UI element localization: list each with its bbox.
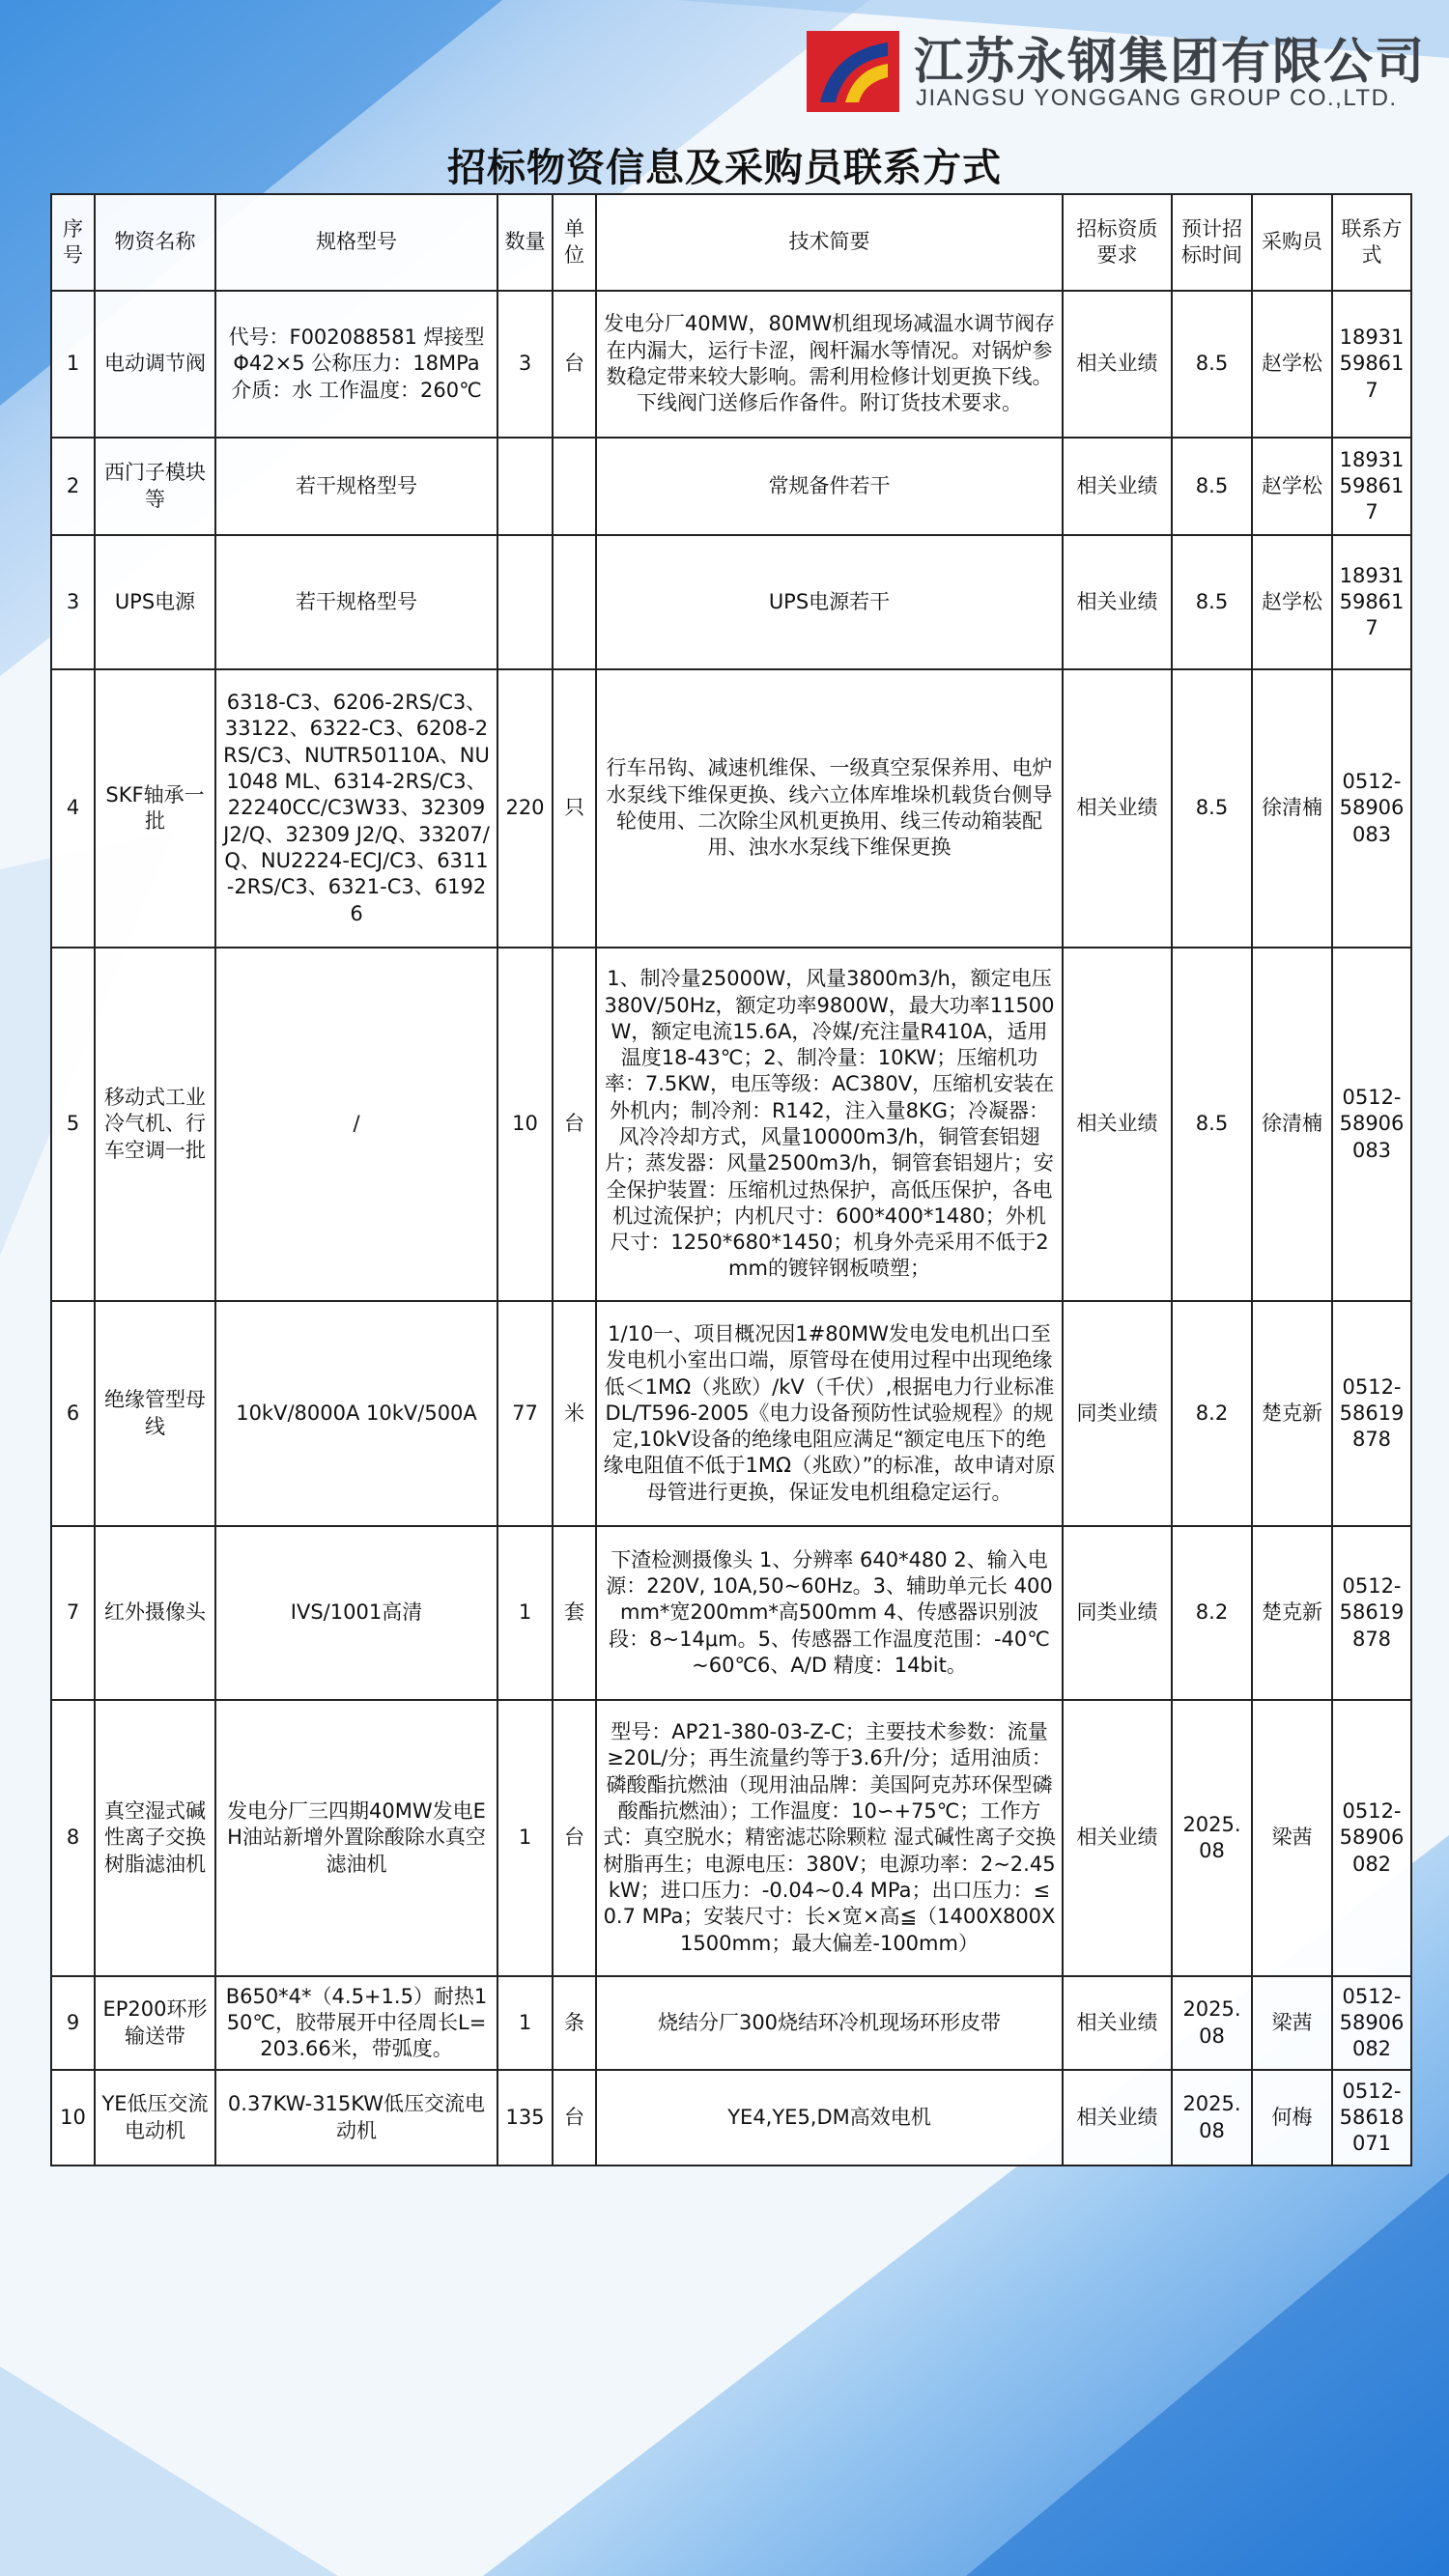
row-name: EP200环形输送带 bbox=[95, 1976, 215, 2070]
row-name: 移动式工业冷气机、行车空调一批 bbox=[95, 948, 215, 1301]
row-tech: 下渣检测摄像头 1、分辨率 640*480 2、输入电源：220V, 10A,50~60Hz。3、辅助单元长 400mm*宽200mm*高500mm 4、传感器识别波段：8~14μm。5、传感器工作温度范围：-40℃~60℃6、A/D 精度：14bit。 bbox=[596, 1526, 1063, 1700]
row-qualification: 相关业绩 bbox=[1063, 669, 1172, 948]
row-no: 3 bbox=[51, 535, 95, 669]
row-unit: 台 bbox=[553, 291, 596, 438]
table-row bbox=[51, 1976, 1411, 2070]
column-header-spec: 规格型号 bbox=[215, 194, 497, 291]
column-header-qualification: 招标资质要求 bbox=[1063, 194, 1172, 291]
table-row bbox=[51, 438, 1411, 535]
column-header-buyer: 采购员 bbox=[1252, 194, 1332, 291]
row-qty: 10 bbox=[497, 948, 553, 1301]
table-row bbox=[51, 1700, 1411, 1976]
row-contact: 0512-58618071 bbox=[1332, 2070, 1411, 2166]
row-qty: 3 bbox=[497, 291, 553, 438]
row-buyer: 徐清楠 bbox=[1252, 669, 1332, 948]
row-contact: 18931598617 bbox=[1332, 535, 1411, 669]
row-time: 2025.08 bbox=[1172, 1976, 1252, 2070]
row-no: 8 bbox=[51, 1700, 95, 1976]
table-row bbox=[51, 535, 1411, 669]
row-contact: 0512-58619878 bbox=[1332, 1526, 1411, 1700]
row-spec: 发电分厂三四期40MW发电EH油站新增外置除酸除水真空滤油机 bbox=[215, 1700, 497, 1976]
row-qty bbox=[497, 535, 553, 669]
row-time: 8.5 bbox=[1172, 535, 1252, 669]
row-buyer: 赵学松 bbox=[1252, 291, 1332, 438]
row-buyer: 徐清楠 bbox=[1252, 948, 1332, 1301]
row-qualification: 相关业绩 bbox=[1063, 291, 1172, 438]
row-tech: 烧结分厂300烧结环冷机现场环形皮带 bbox=[596, 1976, 1063, 2070]
procurement-table bbox=[50, 193, 1412, 2166]
yonggang-logo-icon bbox=[807, 31, 899, 112]
row-qualification: 同类业绩 bbox=[1063, 1301, 1172, 1526]
column-header-qty: 数量 bbox=[497, 194, 553, 291]
row-name: 西门子模块等 bbox=[95, 438, 215, 535]
row-contact: 0512-58906082 bbox=[1332, 1976, 1411, 2070]
row-spec: 若干规格型号 bbox=[215, 438, 497, 535]
row-buyer: 何梅 bbox=[1252, 2070, 1332, 2166]
row-qualification: 相关业绩 bbox=[1063, 1700, 1172, 1976]
table-row bbox=[51, 2070, 1411, 2166]
row-tech: 行车吊钩、减速机维保、一级真空泵保养用、电炉水泵线下维保更换、线六立体库堆垛机载货台侧导轮使用、二次除尘风机更换用、线三传动箱装配用、浊水水泵线下维保更换 bbox=[596, 669, 1063, 948]
row-qualification: 相关业绩 bbox=[1063, 948, 1172, 1301]
row-name: YE低压交流电动机 bbox=[95, 2070, 215, 2166]
column-header-no: 序号 bbox=[51, 194, 95, 291]
row-unit: 台 bbox=[553, 2070, 596, 2166]
row-contact: 0512-58906083 bbox=[1332, 669, 1411, 948]
row-contact: 0512-58619878 bbox=[1332, 1301, 1411, 1526]
table-header-row bbox=[51, 194, 1411, 291]
row-tech: 发电分厂40MW，80MW机组现场减温水调节阀存在内漏大，运行卡涩，阀杆漏水等情况。对锅炉参数稳定带来较大影响。需利用检修计划更换下线。下线阀门送修后作备件。附订货技术要求。 bbox=[596, 291, 1063, 438]
column-header-contact: 联系方式 bbox=[1332, 194, 1411, 291]
row-tech: YE4,YE5,DM高效电机 bbox=[596, 2070, 1063, 2166]
row-time: 8.2 bbox=[1172, 1301, 1252, 1526]
row-buyer: 赵学松 bbox=[1252, 438, 1332, 535]
column-header-unit: 单位 bbox=[553, 194, 596, 291]
row-spec: IVS/1001高清 bbox=[215, 1526, 497, 1700]
row-name: 绝缘管型母线 bbox=[95, 1301, 215, 1526]
row-qty: 1 bbox=[497, 1526, 553, 1700]
row-time: 8.5 bbox=[1172, 948, 1252, 1301]
row-contact: 0512-58906083 bbox=[1332, 948, 1411, 1301]
table-row bbox=[51, 291, 1411, 438]
page-title: 招标物资信息及采购员联系方式 bbox=[447, 146, 1002, 190]
row-buyer: 梁茜 bbox=[1252, 1700, 1332, 1976]
row-no: 9 bbox=[51, 1976, 95, 2070]
row-qualification: 相关业绩 bbox=[1063, 1976, 1172, 2070]
header bbox=[0, 0, 1449, 193]
row-qty: 77 bbox=[497, 1301, 553, 1526]
row-buyer: 楚克新 bbox=[1252, 1301, 1332, 1526]
row-time: 8.5 bbox=[1172, 438, 1252, 535]
row-tech: 1/10一、项目概况因1#80MW发电发电机出口至发电机小室出口端，原管母在使用过程中出现绝缘低＜1MΩ（兆欧）/kV（千伏）,根据电力行业标准DL/T596-2005《电力设备预防性试验规程》的规定,10kV设备的绝缘电阻应满足“额定电压下的绝缘电阻值不低于1MΩ（兆欧）”的标准，故申请对原母管进行更换，保证发电机组稳定运行。 bbox=[596, 1301, 1063, 1526]
row-name: UPS电源 bbox=[95, 535, 215, 669]
row-no: 10 bbox=[51, 2070, 95, 2166]
row-no: 2 bbox=[51, 438, 95, 535]
row-unit: 台 bbox=[553, 948, 596, 1301]
row-qty: 1 bbox=[497, 1976, 553, 2070]
row-contact: 18931598617 bbox=[1332, 438, 1411, 535]
company-name-cn: 江苏永钢集团有限公司 bbox=[914, 34, 1427, 91]
row-tech: 1、制冷量25000W，风量3800m3/h，额定电压380V/50Hz，额定功率9800W，最大功率11500W，额定电流15.6A，冷媒/充注量R410A，适用温度18-43℃；2、制冷量：10KW；压缩机功率：7.5KW，电压等级：AC380V，压缩机安装在外机内；制冷剂：R142，注入量8KG；冷凝器：风冷冷却方式，风量10000m3/h，铜管套铝翅片；蒸发器：风量2500m3/h，铜管套铝翅片；安全保护装置：压缩机过热保护，高低压保护，各电机过流保护；内机尺寸：600*400*1480；外机尺寸：1250*680*1450；机身外壳采用不低于2mm的镀锌钢板喷塑； bbox=[596, 948, 1063, 1301]
row-unit: 米 bbox=[553, 1301, 596, 1526]
row-no: 6 bbox=[51, 1301, 95, 1526]
row-spec: 6318-C3、6206-2RS/C3、33122、6322-C3、6208-2RS/C3、NUTR50110A、NU 1048 ML、6314-2RS/C3、22240CC/C3W33、32309 J2/Q、32309 J2/Q、33207/Q、NU2224-ECJ/C3、6311-2RS/C3、6321-C3、61926 bbox=[215, 669, 497, 948]
column-header-tech: 技术简要 bbox=[596, 194, 1063, 291]
row-no: 7 bbox=[51, 1526, 95, 1700]
row-buyer: 梁茜 bbox=[1252, 1976, 1332, 2070]
row-unit: 只 bbox=[553, 669, 596, 948]
column-header-name: 物资名称 bbox=[95, 194, 215, 291]
row-tech: 常规备件若干 bbox=[596, 438, 1063, 535]
row-buyer: 赵学松 bbox=[1252, 535, 1332, 669]
row-time: 2025.08 bbox=[1172, 2070, 1252, 2166]
row-tech: 型号：AP21-380-03-Z-C；主要技术参数：流量≥20L/分；再生流量约等于3.6升/分；适用油质：磷酸酯抗燃油（现用油品牌：美国阿克苏环保型磷酸酯抗燃油）；工作温度：10∽+75℃；工作方式：真空脱水；精密滤芯除颗粒 湿式碱性离子交换树脂再生；电源电压：380V；电源功率：2~2.45kW；进口压力：-0.04~0.4 MPa；出口压力：≤ 0.7 MPa；安装尺寸：长×宽×高≦（1400X800X1500mm；最大偏差-100mm） bbox=[596, 1700, 1063, 1976]
row-qty: 135 bbox=[497, 2070, 553, 2166]
row-spec: 0.37KW-315KW低压交流电动机 bbox=[215, 2070, 497, 2166]
row-no: 5 bbox=[51, 948, 95, 1301]
table-row bbox=[51, 669, 1411, 948]
row-unit bbox=[553, 438, 596, 535]
row-no: 4 bbox=[51, 669, 95, 948]
row-qualification: 同类业绩 bbox=[1063, 1526, 1172, 1700]
row-time: 8.2 bbox=[1172, 1526, 1252, 1700]
row-contact: 0512-58906082 bbox=[1332, 1700, 1411, 1976]
row-name: 红外摄像头 bbox=[95, 1526, 215, 1700]
row-unit bbox=[553, 535, 596, 669]
row-spec: 代号：F002088581 焊接型 Φ42×5 公称压力：18MPa 介质：水 工作温度：260℃ bbox=[215, 291, 497, 438]
row-spec: 若干规格型号 bbox=[215, 535, 497, 669]
row-time: 8.5 bbox=[1172, 291, 1252, 438]
row-name: 电动调节阀 bbox=[95, 291, 215, 438]
table-row bbox=[51, 948, 1411, 1301]
row-time: 8.5 bbox=[1172, 669, 1252, 948]
row-spec: B650*4*（4.5+1.5）耐热150℃，胶带展开中径周长L=203.66米，带弧度。 bbox=[215, 1976, 497, 2070]
company-name-en: JIANGSU YONGGANG GROUP CO.,LTD. bbox=[916, 85, 1398, 111]
row-time: 2025.08 bbox=[1172, 1700, 1252, 1976]
row-qty: 220 bbox=[497, 669, 553, 948]
row-qualification: 相关业绩 bbox=[1063, 2070, 1172, 2166]
row-qty bbox=[497, 438, 553, 535]
row-no: 1 bbox=[51, 291, 95, 438]
row-unit: 条 bbox=[553, 1976, 596, 2070]
row-qty: 1 bbox=[497, 1700, 553, 1976]
row-tech: UPS电源若干 bbox=[596, 535, 1063, 669]
row-unit: 台 bbox=[553, 1700, 596, 1976]
row-qualification: 相关业绩 bbox=[1063, 438, 1172, 535]
row-spec: 10kV/8000A 10kV/500A bbox=[215, 1301, 497, 1526]
table-row bbox=[51, 1526, 1411, 1700]
row-spec: / bbox=[215, 948, 497, 1301]
column-header-time: 预计招标时间 bbox=[1172, 194, 1252, 291]
table-row bbox=[51, 1301, 1411, 1526]
row-name: 真空湿式碱性离子交换树脂滤油机 bbox=[95, 1700, 215, 1976]
row-unit: 套 bbox=[553, 1526, 596, 1700]
row-buyer: 楚克新 bbox=[1252, 1526, 1332, 1700]
row-contact: 18931598617 bbox=[1332, 291, 1411, 438]
row-qualification: 相关业绩 bbox=[1063, 535, 1172, 669]
row-name: SKF轴承一批 bbox=[95, 669, 215, 948]
